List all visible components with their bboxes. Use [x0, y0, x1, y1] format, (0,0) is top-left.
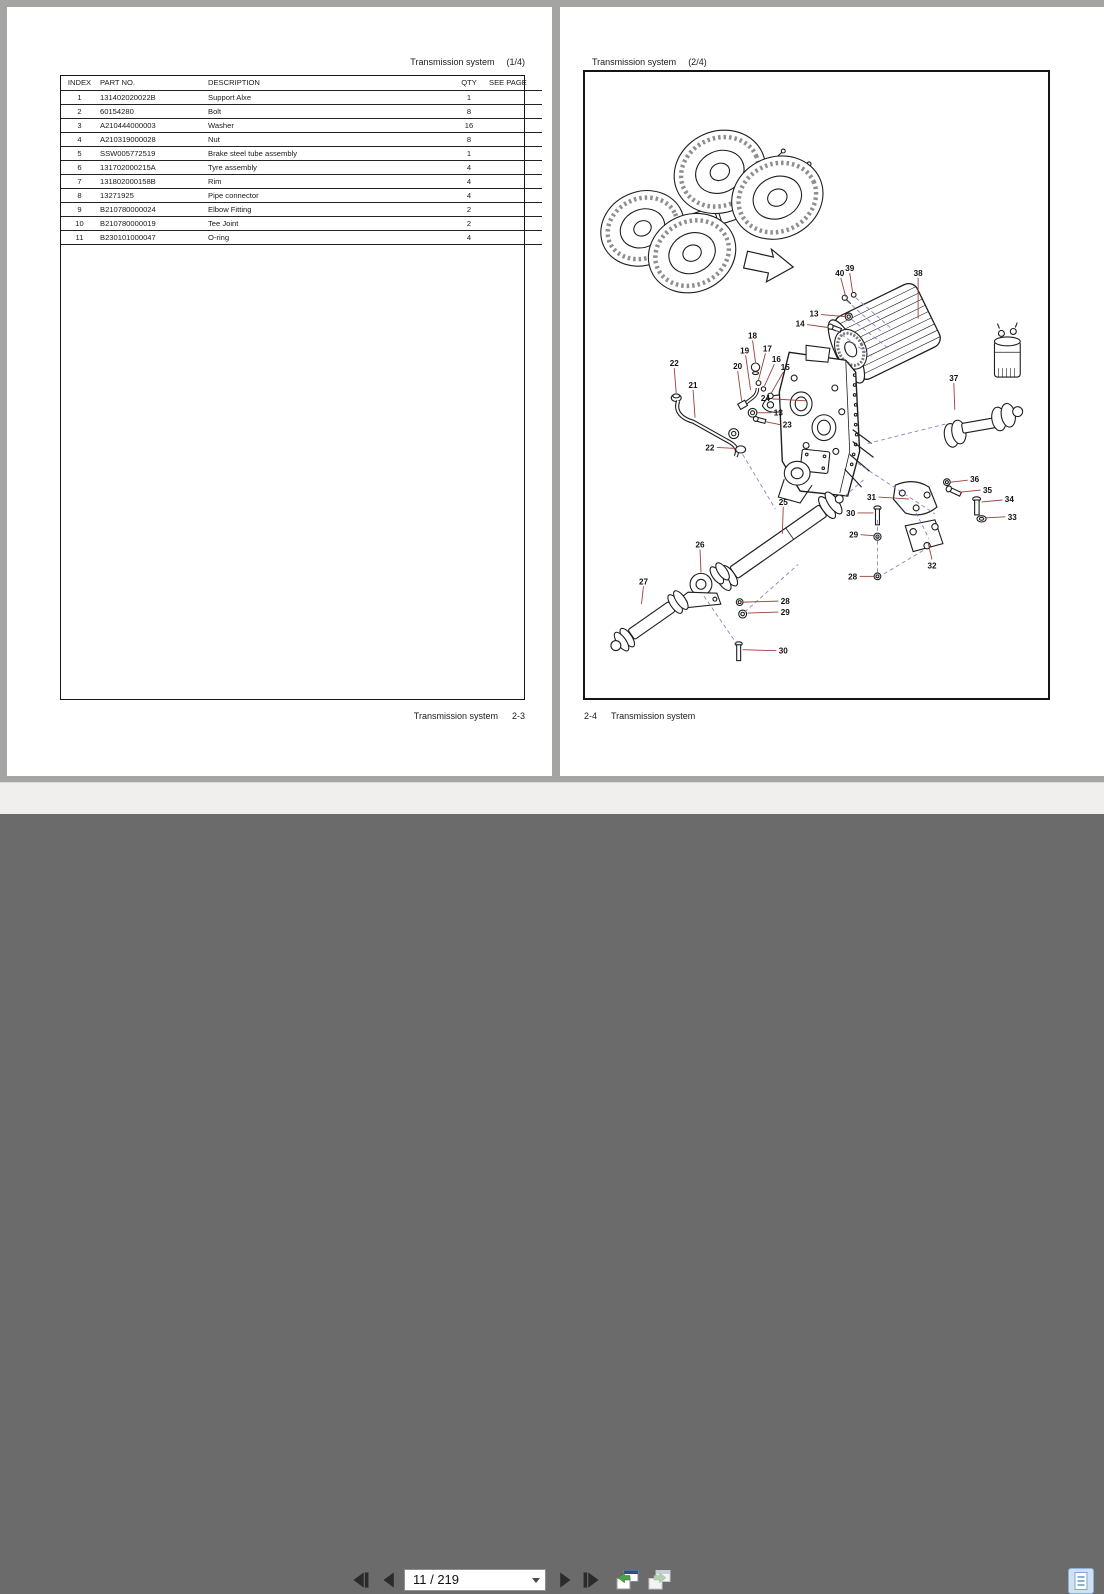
callout-label: 28 [848, 572, 858, 582]
viewer-toolbar [0, 782, 1104, 1587]
table-cell: 4 [61, 133, 98, 147]
callout-label: 29 [780, 608, 790, 618]
next-page-button[interactable] [554, 1569, 576, 1591]
callout-leader-line [861, 535, 874, 536]
callout-leader-line [987, 517, 1006, 518]
callout-label: 37 [949, 374, 959, 384]
table-cell: Nut [206, 133, 451, 147]
left-page-header [410, 57, 525, 67]
table-cell: 131802000158B [98, 175, 206, 189]
callout-leader-line [982, 500, 1003, 502]
table-row [61, 147, 542, 161]
left-page-footer [414, 711, 525, 721]
table-cell: 131402020022B [98, 91, 206, 105]
callout-label: 21 [688, 380, 698, 390]
page-number-value: 11 / 219 [413, 1572, 460, 1587]
left-header-page-indicator: (1/4) [506, 57, 525, 67]
table-cell [487, 203, 542, 217]
table-cell [487, 217, 542, 231]
table-row [61, 203, 542, 217]
table-cell [487, 161, 542, 175]
callout-label: 29 [849, 530, 859, 540]
first-page-icon [350, 1569, 372, 1591]
table-row [61, 161, 542, 175]
parts-table-box [60, 75, 525, 700]
table-cell: 1 [451, 147, 487, 161]
callout-label: 25 [778, 497, 788, 507]
left-footer-page-number: 2-3 [511, 711, 525, 721]
table-cell [487, 231, 542, 245]
callout-label: 14 [795, 319, 805, 329]
callout-leader-line [693, 390, 695, 418]
table-cell: B230101000047 [98, 231, 206, 245]
callout-label: 39 [845, 263, 855, 273]
callout-label: 22 [705, 443, 715, 453]
callout-label: 20 [733, 362, 743, 372]
callout-label: 24 [760, 393, 770, 403]
table-cell: B210780000024 [98, 203, 206, 217]
column-header: DESCRIPTION [206, 76, 451, 91]
callout-leader-line [746, 355, 751, 390]
callout-leader-line [765, 422, 780, 425]
callout-label: 13 [809, 309, 819, 319]
chevron-down-icon [532, 1578, 540, 1583]
table-cell: 4 [451, 189, 487, 203]
callout-leader-line [748, 612, 779, 613]
first-page-button[interactable] [350, 1569, 372, 1591]
right-page-footer [584, 711, 695, 721]
callout-label: 19 [740, 346, 750, 356]
table-cell: SSW005772519 [98, 147, 206, 161]
right-footer-title: Transmission system [611, 711, 696, 721]
table-cell: 1 [61, 91, 98, 105]
table-cell: Washer [206, 119, 451, 133]
table-cell: 2 [61, 105, 98, 119]
callout-leader-line [961, 490, 981, 492]
document-notes-button[interactable] [1068, 1568, 1094, 1594]
callout-leader-line [717, 447, 736, 448]
callout-label: 16 [771, 355, 781, 365]
page-number-dropdown[interactable] [404, 1569, 546, 1591]
table-cell: Elbow Fitting [206, 203, 451, 217]
callout-label: 31 [867, 493, 877, 503]
callout-label: 35 [983, 486, 993, 496]
table-cell: O-ring [206, 231, 451, 245]
callout-leader-line [807, 325, 828, 328]
left-header-title: Transmission system [410, 57, 495, 67]
table-cell: Brake steel tube assembly [206, 147, 451, 161]
table-cell: 13271925 [98, 189, 206, 203]
table-cell: 16 [451, 119, 487, 133]
exploded-diagram-box [583, 70, 1050, 700]
transmission-exploded-diagram [585, 72, 1048, 698]
table-cell [487, 105, 542, 119]
table-cell: Tee Joint [206, 217, 451, 231]
table-cell: A210444000003 [98, 119, 206, 133]
callout-label: 30 [846, 508, 856, 518]
callout-label: 22 [669, 359, 679, 369]
table-cell [487, 147, 542, 161]
next-view-button[interactable] [646, 1569, 672, 1591]
table-cell: 4 [451, 231, 487, 245]
table-row [61, 231, 542, 245]
column-header: PART NO. [98, 76, 206, 91]
table-cell [487, 189, 542, 203]
callout-label: 23 [782, 420, 792, 430]
callout-label: 33 [1007, 512, 1017, 522]
table-cell: Pipe connector [206, 189, 451, 203]
table-cell: 6 [61, 161, 98, 175]
last-page-button[interactable] [580, 1569, 602, 1591]
callout-leader-line [954, 383, 955, 410]
table-cell: 5 [61, 147, 98, 161]
table-cell: 8 [451, 133, 487, 147]
table-cell: 131702000215A [98, 161, 206, 175]
table-cell [487, 175, 542, 189]
callout-label: 13 [773, 408, 783, 418]
next-page-icon [554, 1569, 576, 1591]
callout-label: 36 [970, 475, 980, 485]
table-cell: B210780000019 [98, 217, 206, 231]
callout-label: 26 [695, 540, 705, 550]
table-cell: 8 [61, 189, 98, 203]
column-header: INDEX [61, 76, 98, 91]
column-header: QTY [451, 76, 487, 91]
callout-leader-line [841, 278, 846, 297]
table-header-row [61, 76, 542, 91]
callout-label: 17 [762, 344, 772, 354]
table-row [61, 217, 542, 231]
callout-leader-line [753, 340, 756, 362]
callout-leader-line [700, 550, 701, 573]
left-footer-title: Transmission system [413, 711, 498, 721]
callout-label: 15 [780, 363, 790, 373]
callout-label: 40 [835, 268, 845, 278]
callout-label: 38 [913, 268, 923, 278]
callout-leader-line [951, 480, 968, 482]
table-cell [487, 91, 542, 105]
table-cell [487, 119, 542, 133]
table-cell: Support Alxe [206, 91, 451, 105]
table-cell: 7 [61, 175, 98, 189]
right-header-page-indicator: (2/4) [688, 57, 707, 67]
callout-leader-line [764, 364, 774, 386]
table-cell: 60154280 [98, 105, 206, 119]
page-right [560, 7, 1104, 776]
page-left [7, 7, 552, 776]
table-cell: 10 [61, 217, 98, 231]
table-row [61, 91, 542, 105]
table-cell: 3 [61, 119, 98, 133]
last-page-icon [580, 1569, 602, 1591]
table-cell: Tyre assembly [206, 161, 451, 175]
table-row [61, 105, 542, 119]
table-row [61, 119, 542, 133]
document-notes-icon [1069, 1569, 1093, 1593]
previous-view-icon [614, 1569, 640, 1591]
table-cell: Bolt [206, 105, 451, 119]
callout-leader-line [743, 650, 777, 651]
callout-label: 32 [927, 561, 937, 571]
right-page-header [592, 57, 707, 67]
next-view-icon [646, 1569, 672, 1591]
table-cell: 4 [451, 161, 487, 175]
callout-leader-line [674, 368, 676, 393]
table-cell: 11 [61, 231, 98, 245]
previous-page-button[interactable] [378, 1569, 400, 1591]
callout-leader-line [850, 273, 853, 293]
callout-label: 30 [778, 646, 788, 656]
table-cell: 9 [61, 203, 98, 217]
callout-leader-line [738, 371, 742, 401]
previous-page-icon [378, 1569, 400, 1591]
table-cell: 1 [451, 91, 487, 105]
callout-label: 27 [638, 577, 649, 587]
table-row [61, 189, 542, 203]
table-cell: 4 [451, 175, 487, 189]
parts-table [61, 76, 542, 245]
right-footer-page-number: 2-4 [584, 711, 598, 721]
table-cell [487, 133, 542, 147]
callout-leader-line [744, 601, 779, 602]
callout-leader-line [642, 586, 644, 604]
table-cell: 2 [451, 217, 487, 231]
table-cell: 2 [451, 203, 487, 217]
table-cell: Rim [206, 175, 451, 189]
column-header: SEE PAGE [487, 76, 542, 91]
right-header-title: Transmission system [592, 57, 677, 67]
table-cell: A210319000028 [98, 133, 206, 147]
previous-view-button[interactable] [614, 1569, 640, 1591]
table-row [61, 133, 542, 147]
table-row [61, 175, 542, 189]
table-cell: 8 [451, 105, 487, 119]
callout-label: 28 [780, 597, 790, 607]
callout-label: 34 [1004, 494, 1014, 504]
callout-label: 18 [748, 331, 758, 341]
